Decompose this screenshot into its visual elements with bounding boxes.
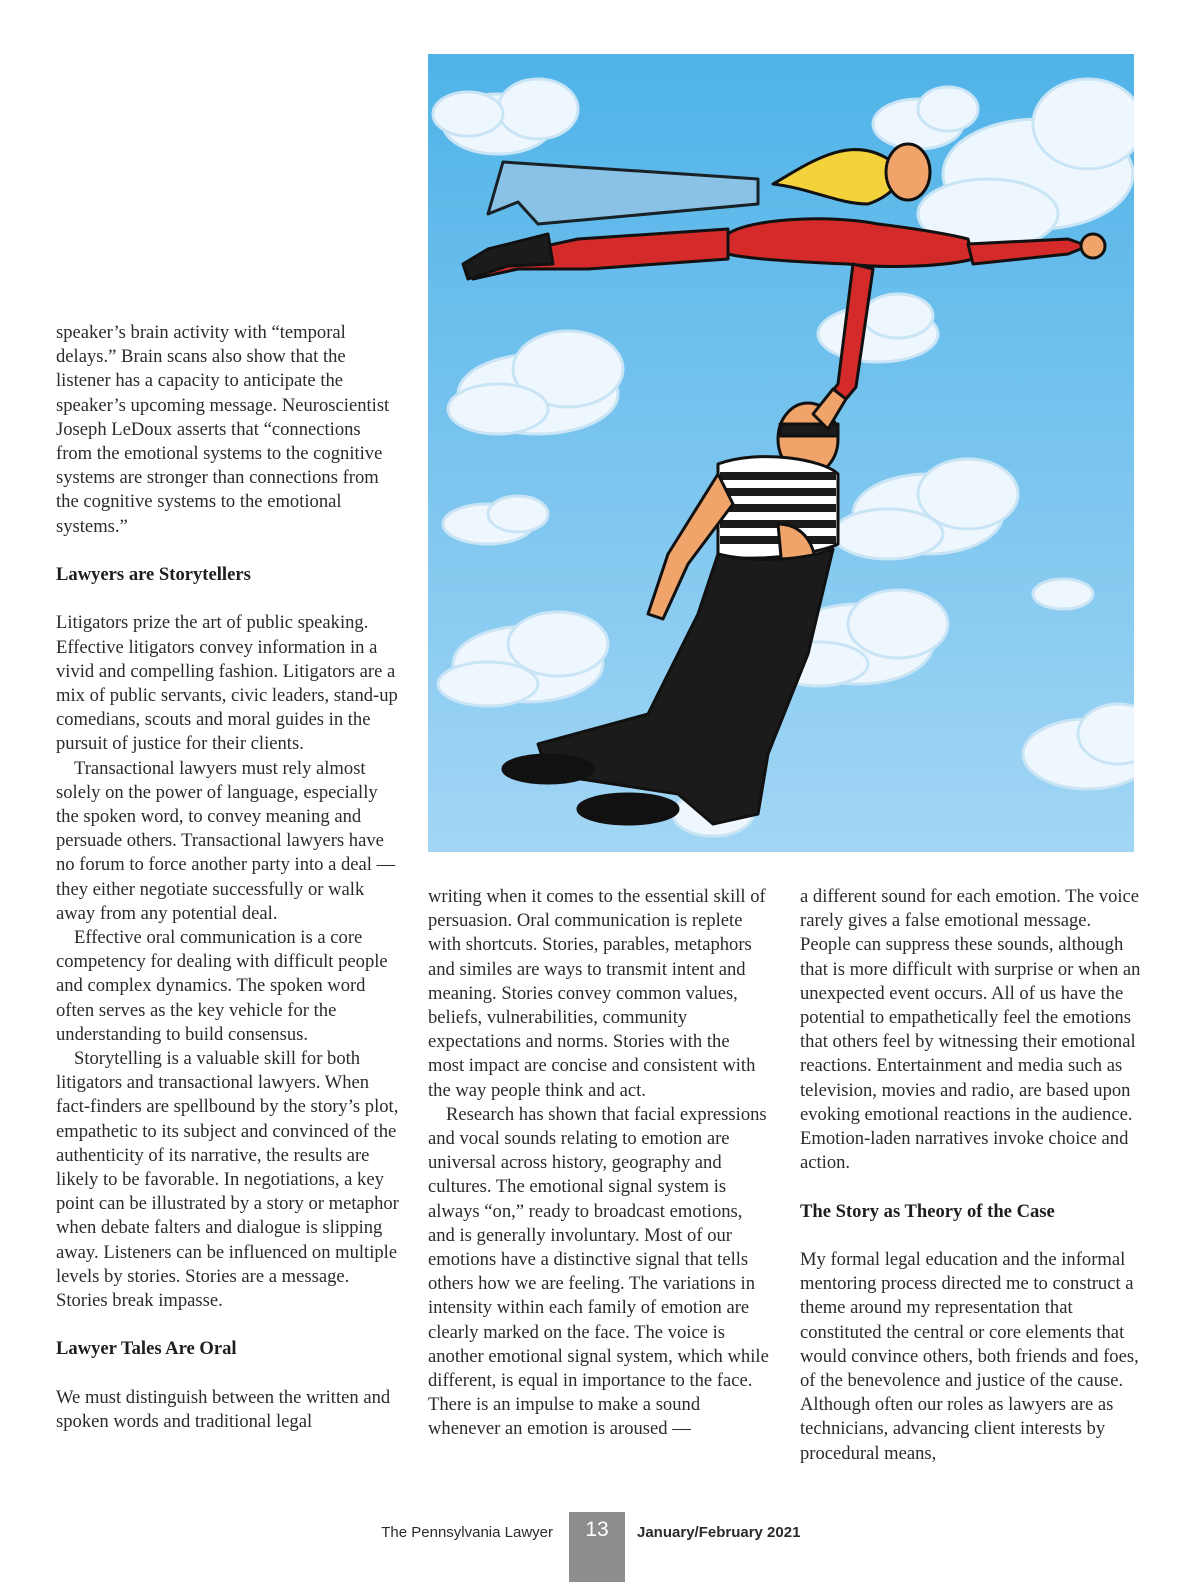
superhero-illustration	[428, 54, 1134, 852]
paragraph: speaker’s brain activity with “temporal delays.” Brain scans also show that the listener has a capacity to anticipate the speaker’s upcoming message. Neuroscientist Joseph LeDoux asserts that “connections from the emotional systems to the cognitive systems are stronger than connections from the cognitive systems to the emotional systems.”	[56, 322, 390, 537]
article-column-3	[800, 885, 1145, 1466]
article-column-1	[56, 321, 401, 1434]
hero-head	[886, 144, 930, 200]
villain-shoe	[578, 794, 678, 824]
publication-name: The Pennsylvania Lawyer	[381, 1524, 553, 1541]
section-heading: Lawyer Tales Are Oral	[56, 1338, 237, 1360]
paragraph: Research has shown that facial expressions and vocal sounds relating to emotion are universal across history, geography and cultures. The emotional signal system is always “on,” ready to broadcast emotions, and is generally involuntary. Most of our emotions have a distinctive signal that tells others how we are feeling. The variations in intensity within each family of emotion are clearly marked on the face. The voice is another emotional signal system, which while different, is equal in importance to the face. There is an impulse to make a sound whenever an emotion is aroused —	[428, 1103, 769, 1440]
villain-shoe	[503, 755, 593, 783]
hero-fist	[1081, 234, 1105, 258]
section-heading: The Story as Theory of the Case	[800, 1200, 1055, 1222]
page-footer	[0, 1516, 1200, 1582]
page-number: 13	[585, 1518, 609, 1541]
paragraph: writing when it comes to the essential skill of persuasion. Oral communication is replete with shortcuts. Stories, parables, metaphors and similes are ways to transmit intent and meaning. Stories convey common values, beliefs, vulnerabilities, community expectations and norms. Stories with the most impact are concise and consistent with the way people think and act.	[428, 886, 766, 1101]
section-heading: Lawyers are Storytellers	[56, 564, 251, 586]
paragraph: We must distinguish between the written and spoken words and traditional legal	[56, 1386, 391, 1433]
paragraph: My formal legal education and the informal mentoring process directed me to construct a theme around my representation that constituted the central or core elements that would convince others, both friends and foes, of the benevolence and justice of the cause. Although often our roles as lawyers are as technicians, advancing client interests by procedural means,	[800, 1249, 1139, 1464]
paragraph: Effective oral communication is a core competency for dealing with difficult people and complex dynamics. The spoken word often serves as the key vehicle for the understanding to build consensus.	[56, 927, 388, 1045]
page-number-box	[569, 1512, 625, 1582]
paragraph: Transactional lawyers must rely almost solely on the power of language, especially the spoken word, to convey meaning and persuade others. Transactional lawyers have no forum to force another party into a deal — they either negotiate successfully or walk away from any potential deal.	[56, 757, 396, 924]
paragraph: Litigators prize the art of public speaking. Effective litigators convey information in a vivid and compelling fashion. Litigators are a mix of public servants, civic leaders, stand-up comedians, scouts and moral guides in the pursuit of justice for their clients.	[56, 612, 398, 755]
paragraph: Storytelling is a valuable skill for both litigators and transactional lawyers. When fact-finders are spellbound by the story’s plot, empathetic to its subject and convinced of the authenticity of its narrative, the results are likely to be favorable. In negotiations, a key point can be illustrated by a story or metaphor when debate falters and dialogue is slipping away. Listeners can be influenced on multiple levels by stories. Stories are a message. Stories break impasse.	[56, 1048, 399, 1312]
article-column-2	[428, 885, 770, 1442]
issue-date: January/February 2021	[637, 1524, 801, 1541]
paragraph: a different sound for each emotion. The voice rarely gives a false emotional message. People can suppress these sounds, although that is more difficult with surprise or when an unexpected event occurs. All of us have the potential to empathetically feel the emotions that others feel by witnessing their emotional reactions. Entertainment and media such as television, movies and radio, are based upon evoking emotional reactions in the audience. Emotion-laden narratives invoke choice and action.	[800, 886, 1141, 1174]
